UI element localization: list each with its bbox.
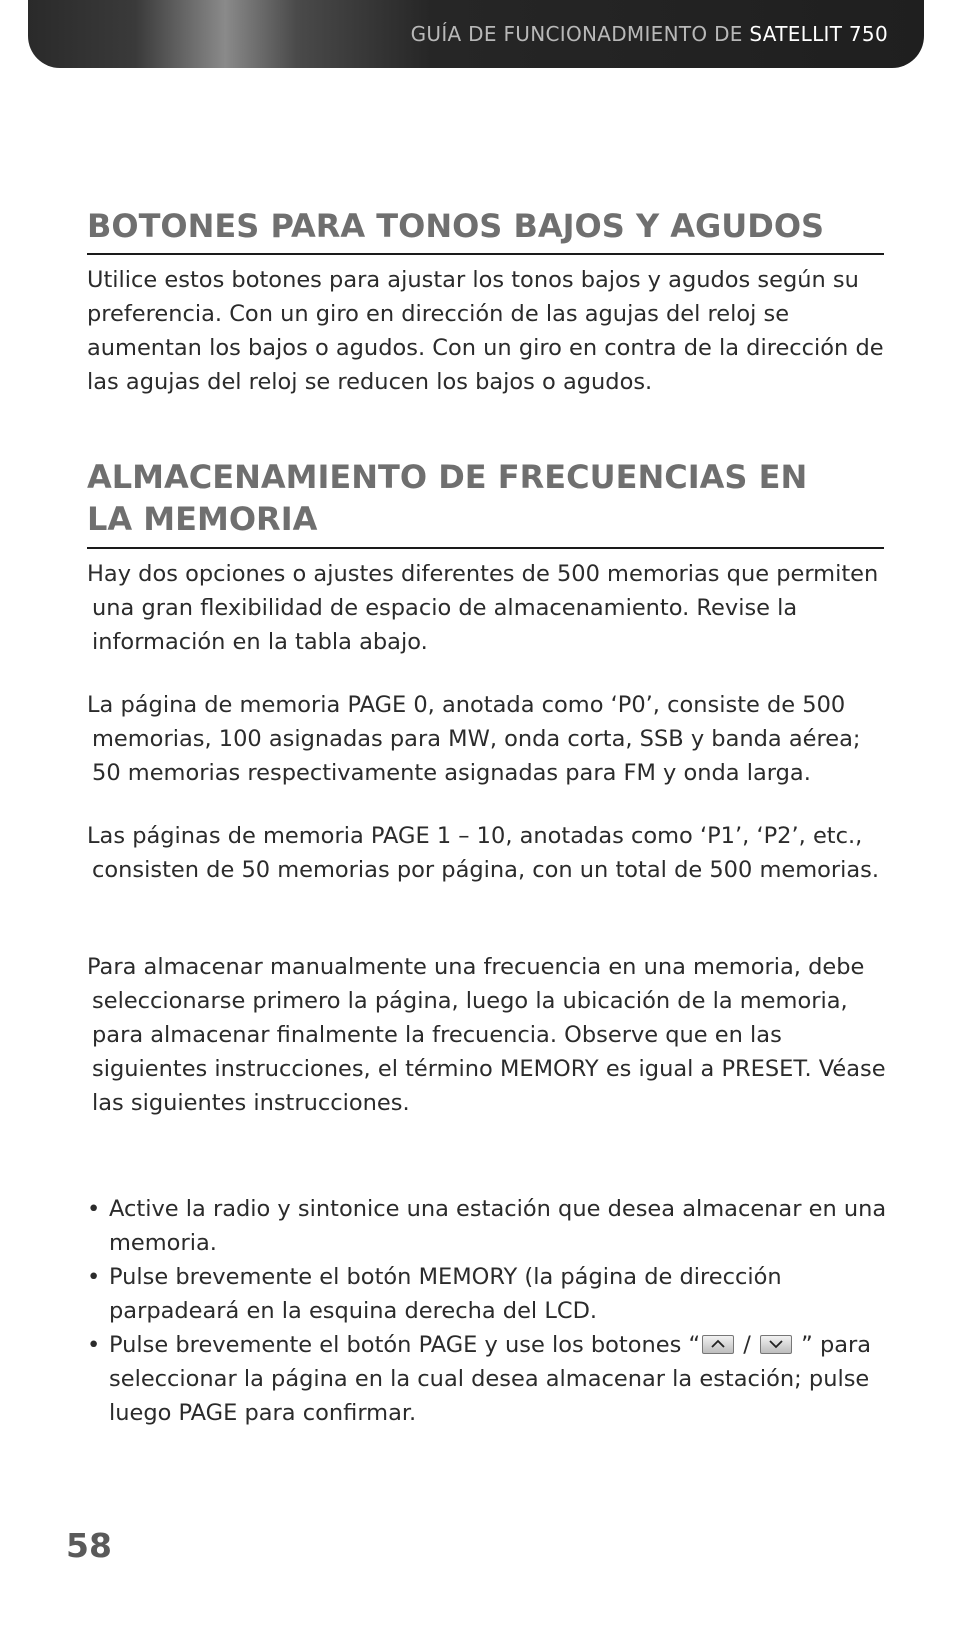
chevron-down-key-icon (760, 1335, 792, 1354)
list-item (87, 1260, 887, 1328)
section-divider (87, 547, 884, 549)
list-item-text-after: ” para seleccionar la página en la cual desea almacenar la estación; pulse luego PAGE para confirmar. (109, 1332, 872, 1426)
running-header (411, 22, 888, 46)
list-item-text-before: Pulse brevemente el botón PAGE y use los botones “ (109, 1332, 701, 1358)
header-brand: SATELLIT 750 (749, 22, 888, 46)
bullet-marker: • (87, 1196, 101, 1222)
list-item-text: Active la radio y sintonice una estación que desea almacenar en una memoria. (109, 1196, 887, 1256)
page-number: 58 (66, 1526, 112, 1565)
header-prefix: GUÍA DE FUNCIONADMIENTO DE (410, 22, 750, 46)
manual-storage-paragraph: Para almacenar manualmente una frecuencia en una memoria, debe seleccionarse primero la página, luego la ubicación de la memoria, para almacenar finalmente la frecuencia. Observe que en las siguientes instrucciones, el término MEMORY es igual a PRESET. Véase las siguientes instrucciones. (87, 954, 886, 1116)
section-divider (87, 253, 884, 255)
bullet-marker: • (87, 1264, 101, 1290)
list-item (87, 1192, 887, 1260)
header-bar (28, 0, 924, 68)
instruction-list (87, 1192, 887, 1430)
heading-line-1: ALMACENAMIENTO DE FRECUENCIAS EN (87, 458, 808, 496)
chevron-up-key-icon (702, 1335, 734, 1354)
bullet-marker: • (87, 1332, 101, 1358)
heading-line-2: LA MEMORIA (87, 500, 318, 538)
list-item (87, 1328, 887, 1430)
list-item-text: Pulse brevemente el botón MEMORY (la página de dirección parpadeará en la esquina derecha del LCD. (109, 1264, 782, 1324)
memory-intro-paragraph: Hay dos opciones o ajustes diferentes de 500 memorias que permiten una gran flexibilidad de espacio de almacenamiento. Revise la información en la tabla abajo. (87, 561, 879, 655)
section-heading-memory-storage (87, 456, 887, 540)
section-heading-bass-treble: BOTONES PARA TONOS BAJOS Y AGUDOS (87, 207, 825, 245)
bass-treble-paragraph: Utilice estos botones para ajustar los tonos bajos y agudos según su preferencia. Con un giro en dirección de las agujas del reloj se aumentan los bajos o agudos. Con un giro en contra de la dirección de las agujas del reloj se reducen los bajos o agudos. (87, 267, 884, 395)
list-item-separator: / (736, 1332, 758, 1358)
page0-paragraph: La página de memoria PAGE 0, anotada como ‘P0’, consiste de 500 memorias, 100 asignadas para MW, onda corta, SSB y banda aérea; 50 memorias respectivamente asignadas para FM y onda larga. (87, 692, 861, 786)
pages-1-10-paragraph: Las páginas de memoria PAGE 1 – 10, anotadas como ‘P1’, ‘P2’, etc., consisten de 50 memorias por página, con un total de 500 memorias. (87, 823, 880, 883)
